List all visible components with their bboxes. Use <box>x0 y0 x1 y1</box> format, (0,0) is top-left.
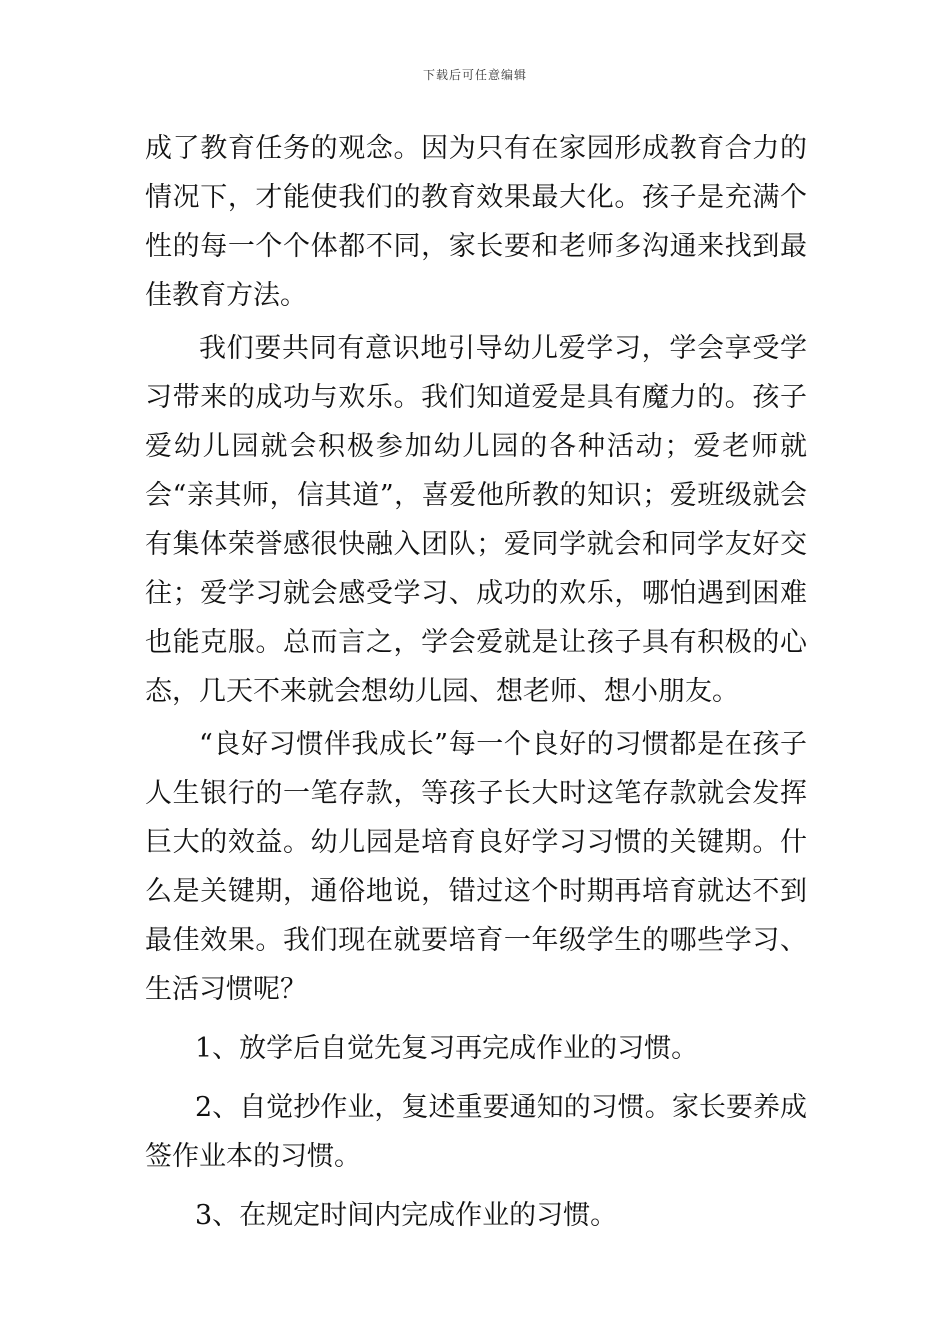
list-item-copy-homework: 2、自觉抄作业，复述重要通知的习惯。家长要养成签作业本的习惯。 <box>145 1092 807 1172</box>
list-item-on-time: 3、在规定时间内完成作业的习惯。 <box>195 1200 618 1231</box>
paragraph-love-learning: 我们要共同有意识地引导幼儿爱学习，学会享受学习带来的成功与欢乐。我们知道爱是具有魔力的。孩子爱幼儿园就会积极参加幼儿园的各种活动；爱老师就会“亲其师，信其道”，喜爱他所教的知识；爱班级就会有集体荣誉感很快融入团队；爱同学就会和同学友好交往；爱学习就会感受学习、成功的欢乐，哪怕遇到困难也能克服。总而言之，学会爱就是让孩子具有积极的心态，几天不来就会想幼儿园、想老师、想小朋友。 <box>145 333 807 707</box>
list-item-review-homework: 1、放学后自觉先复习再完成作业的习惯。 <box>195 1033 699 1064</box>
paragraph-good-habits: “良好习惯伴我成长”每一个良好的习惯都是在孩子人生银行的一笔存款，等孩子长大时这笔存款就会发挥巨大的效益。幼儿园是培育良好学习习惯的关键期。什么是关键期，通俗地说，错过这个时期再培育就达不到最佳效果。我们现在就要培育一年级学生的哪些学习、生活习惯呢？ <box>145 729 807 1005</box>
document-body <box>145 124 807 1240</box>
paragraph-continuation: 成了教育任务的观念。因为只有在家园形成教育合力的情况下，才能使我们的教育效果最大化。孩子是充满个性的每一个个体都不同，家长要和老师多沟通来找到最佳教育方法。 <box>145 133 807 311</box>
page-header-note: 下载后可任意编辑 <box>422 68 527 82</box>
